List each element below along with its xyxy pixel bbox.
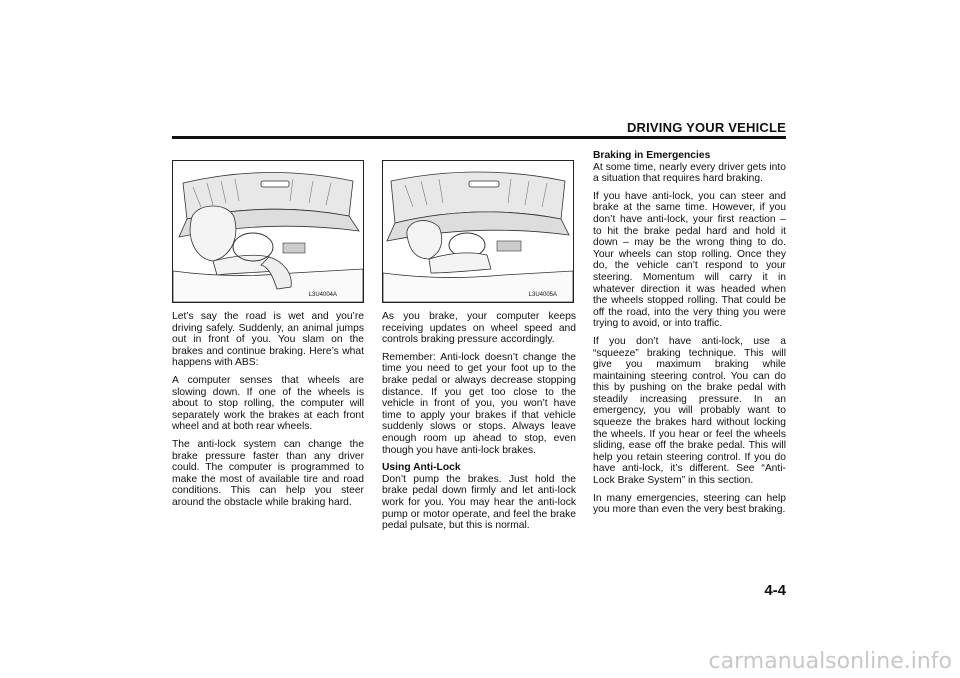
text-column-2 [382, 311, 576, 538]
watermark: carmanualsonline.info [708, 649, 952, 674]
figure-label: L3U4004A [308, 292, 337, 298]
paragraph: If you don’t have anti-lock, use a “squeeze” braking technique. This will give you maximum braking while maintaining steering control. You can do this by pushing on the brake pedal with steadily increasing pressure. In an emergency, you will probably want to squeeze the brakes hard without locking the wheels. If you hear or feel the wheels sliding, ease off the brake pedal. This will help you retain steering control. If you do have anti-lock, it’s different. See “Anti-Lock Brake System” in this section. [593, 335, 786, 487]
paragraph: If you have anti-lock, you can steer and brake at the same time. However, if you don’t have anti-lock, your first reaction – to hit the brake pedal hard and hold it down – may be the wrong thing to do. Your wheels can stop rolling. Once they do, the vehicle can’t respond to your steering. Momentum will carry it in whatever direction it was headed when the wheels stopped rolling. That could be off the road, into the very thing you were trying to avoid, or into traffic. [593, 190, 786, 330]
paragraph: A computer senses that wheels are slowing down. If one of the wheels is about to stop rolling, the computer will separately work the brakes at each front wheel and at both rear wheels. [172, 374, 364, 433]
text-column-1 [172, 311, 364, 515]
car-interior-driver-braking-illustration [173, 161, 363, 302]
car-interior-driver-steering-illustration [383, 161, 573, 302]
text-column-3 [593, 150, 786, 522]
paragraph-text: At some time, nearly every driver gets into a situation that requires hard braking. [593, 161, 786, 185]
paragraph: In many emergencies, steering can help you more than even the very best braking. [593, 492, 786, 516]
page-number: 4-4 [764, 582, 786, 599]
paragraph: Let’s say the road is wet and you’re driving safely. Suddenly, an animal jumps out in front of you. You slam on the brakes and continue braking. Here’s what happens with ABS: [172, 311, 364, 369]
figure-driver-braking [172, 160, 364, 303]
paragraph: The anti-lock system can change the brake pressure faster than any driver could. The computer is programmed to make the most of available tire and road conditions. This can help you steer around the obstacle while braking hard. [172, 438, 364, 508]
figure-label: L3U4005A [528, 292, 557, 298]
subheading-using-anti-lock: Using Anti-Lock [382, 462, 461, 474]
paragraph: Remember: Anti-lock doesn’t change the time you need to get your foot up to the brake pedal or always decrease stopping distance. If you get too close to the vehicle in front of you, you won’t have time to apply your brakes if that vehicle suddenly slows or stops. Always leave enough room up ahead to stop, even though you have anti-lock brakes. [382, 351, 576, 456]
header-divider [172, 136, 786, 139]
paragraph-with-heading [593, 150, 786, 185]
section-title: DRIVING YOUR VEHICLE [626, 120, 786, 135]
subheading-braking-in-emergencies: Braking in Emergencies [593, 150, 711, 161]
paragraph-text: Don’t pump the brakes. Just hold the brake pedal down firmly and let anti-lock work for you. You may hear the anti-lock pump or motor operate, and feel the brake pedal pulsate, but this is normal. [382, 473, 576, 532]
figure-driver-steering [382, 160, 574, 303]
paragraph-with-heading [382, 462, 576, 532]
paragraph: As you brake, your computer keeps receiving updates on wheel speed and controls braking pressure accordingly. [382, 311, 576, 346]
